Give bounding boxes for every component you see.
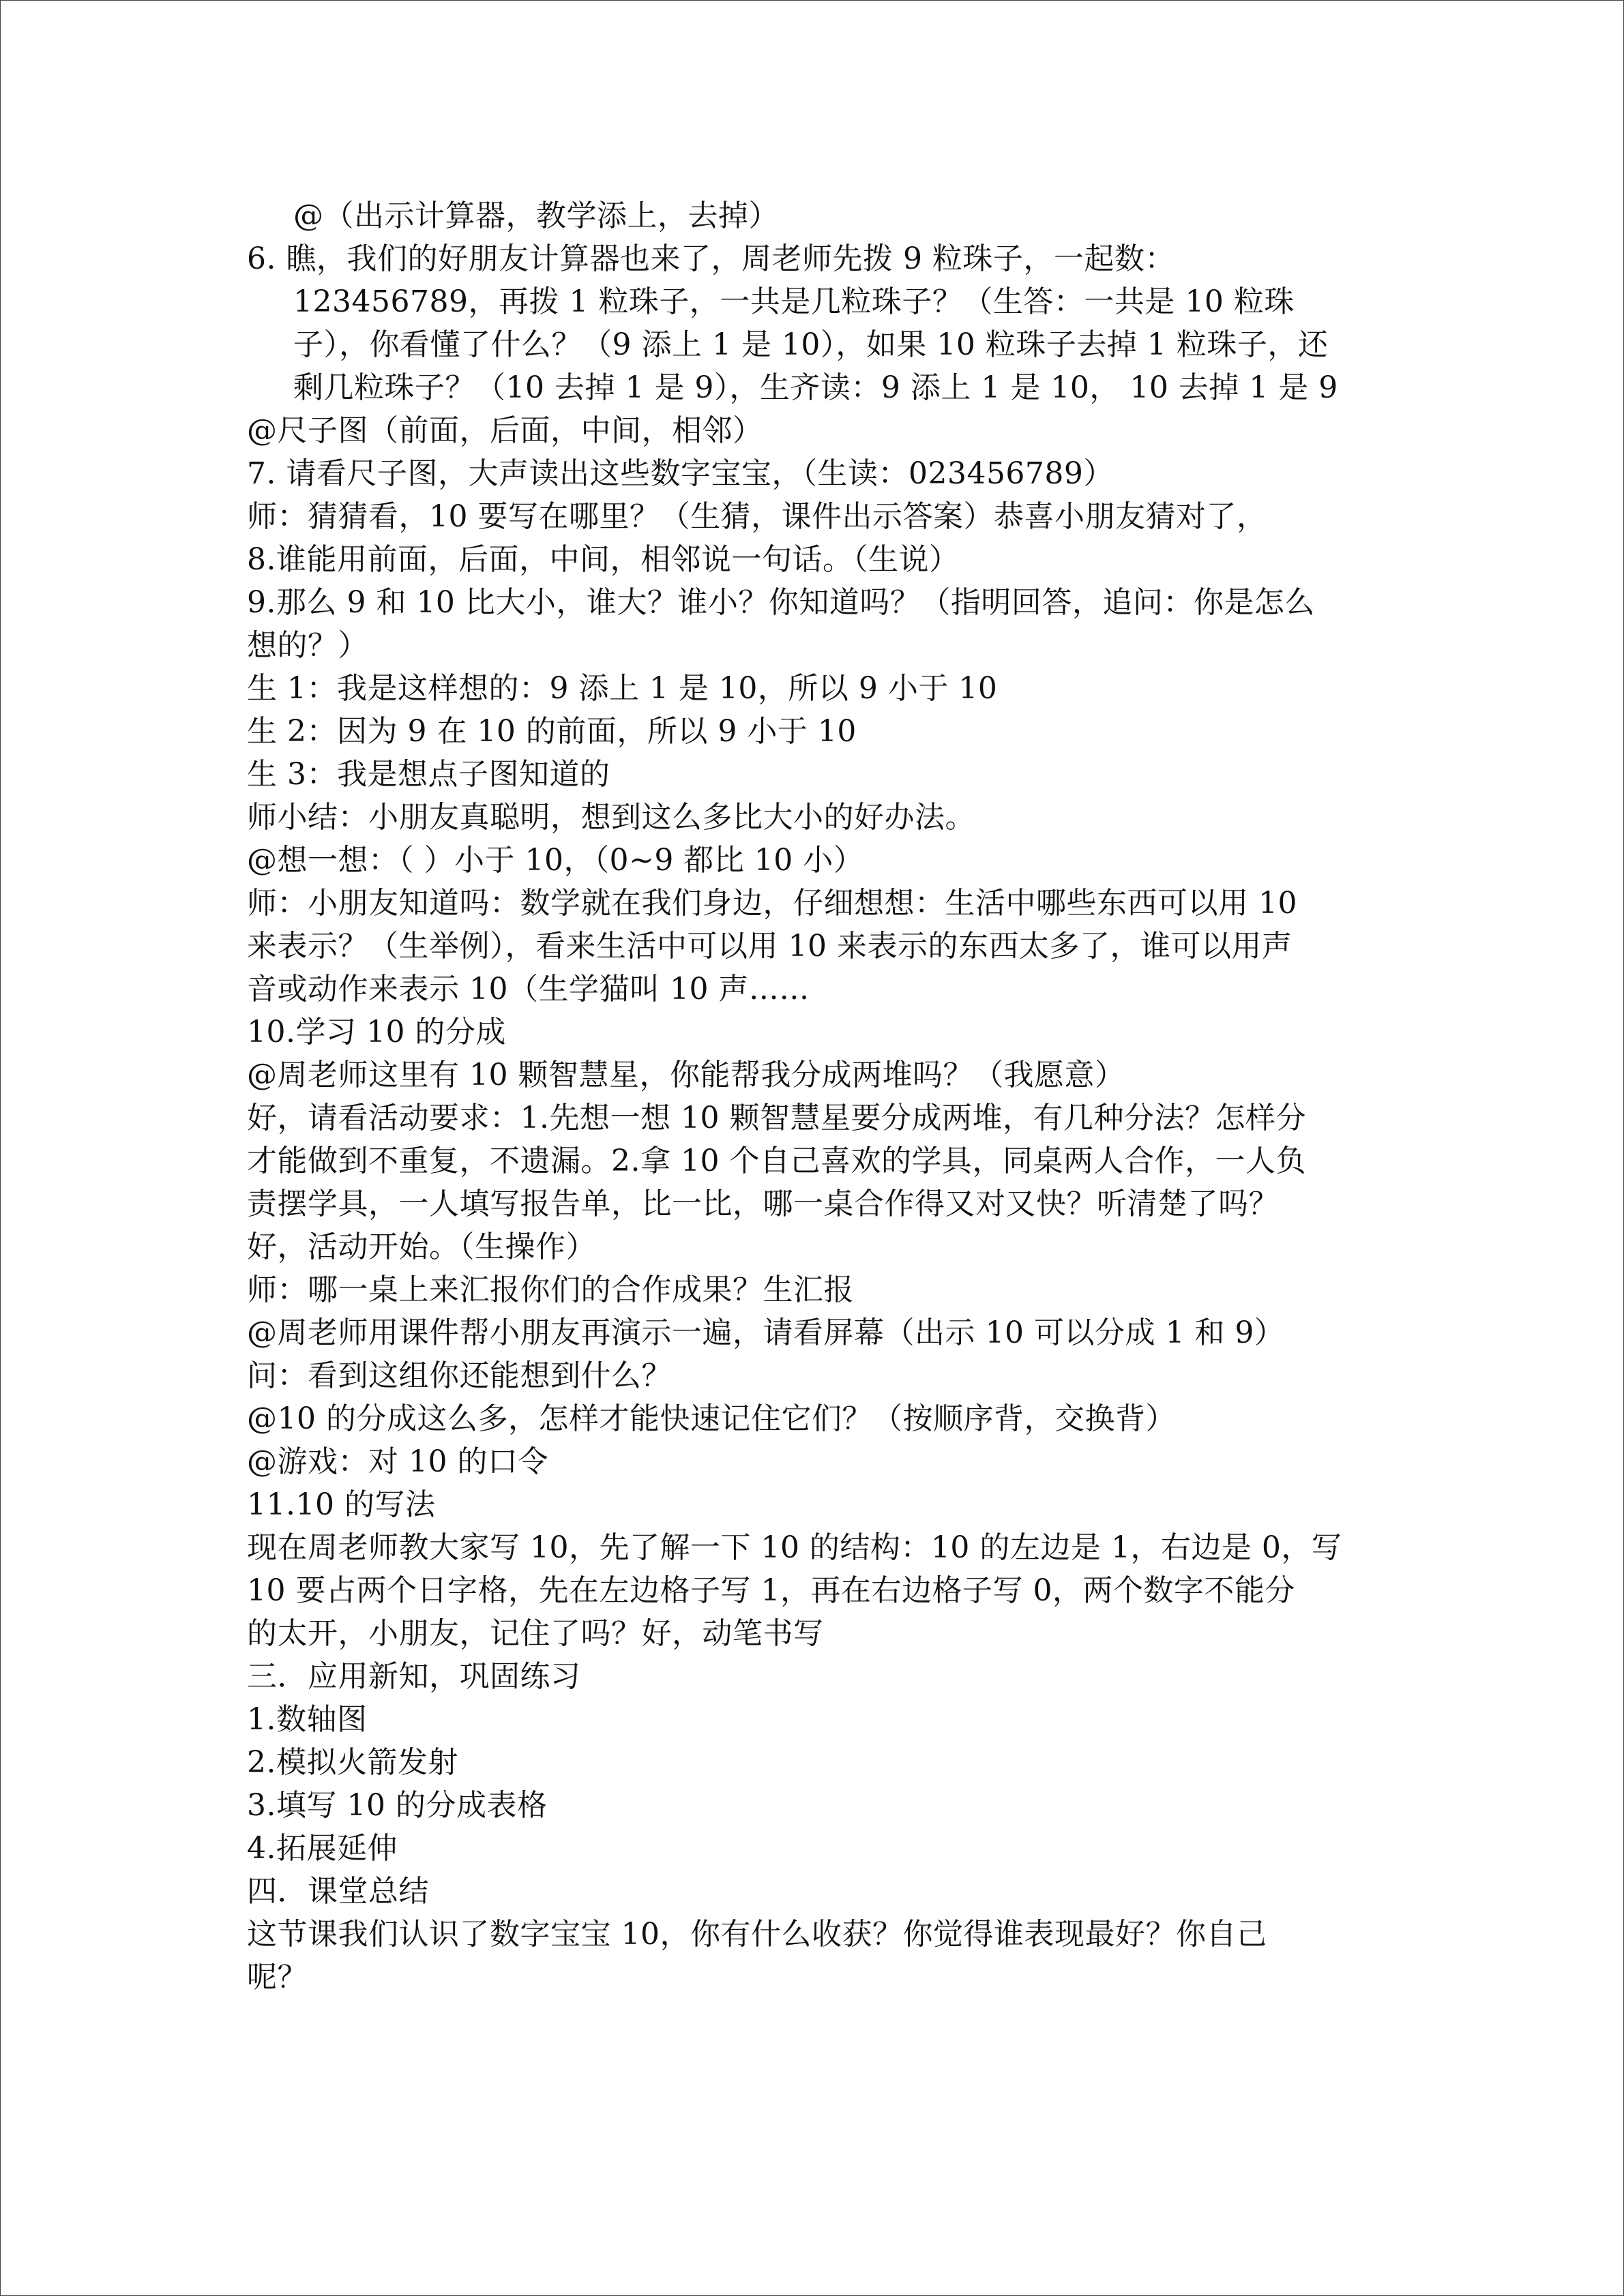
text-line: 4.拓展延伸 [247,1831,398,1866]
text-line: 师：猜猜看，10 要写在哪里？（生猜，课件出示答案）恭喜小朋友猜对了， [247,499,1267,534]
text-line: 3.填写 10 的分成表格 [247,1788,548,1823]
text-line: 责摆学具，一人填写报告单，比一比，哪一桌合作得又对又快？听清楚了吗？ [247,1187,1279,1221]
text-line: 10.学习 10 的分成 [247,1015,506,1049]
text-line: 2.模拟火箭发射 [247,1745,458,1780]
text-line: 6. 瞧，我们的好朋友计算器也来了，周老师先拨 9 粒珠子，一起数： [247,241,1175,276]
text-line: 1.数轴图 [247,1702,368,1737]
text-line: 三．应用新知，巩固练习 [247,1659,581,1694]
document-page [247,194,1379,1999]
text-line: 好，活动开始。（生操作） [247,1229,596,1264]
text-line: 8.谁能用前面，后面，中间，相邻说一句话。（生说） [247,542,960,577]
text-line: @（出示计算器，教学添上，去掉） [293,198,779,233]
text-line: 来表示？（生举例），看来生活中可以用 10 来表示的东西太多了，谁可以用声 [247,929,1293,964]
text-line: 四．课堂总结 [247,1874,429,1909]
text-line: 11.10 的写法 [247,1487,436,1522]
text-line: 才能做到不重复，不遗漏。2.拿 10 个自己喜欢的学具，同桌两人合作，一人负 [247,1144,1306,1178]
text-line: @游戏：对 10 的口令 [247,1444,548,1479]
text-line: 好，请看活动要求：1.先想一想 10 颗智慧星要分成两堆，有几种分法？怎样分 [247,1101,1306,1135]
text-line: @尺子图（前面，后面，中间，相邻） [247,413,763,448]
text-line: 的太开，小朋友，记住了吗？好，动笔书写 [247,1616,824,1651]
text-line: 师：哪一桌上来汇报你们的合作成果？生汇报 [247,1272,854,1307]
text-line: 生 3：我是想点子图知道的 [247,757,610,792]
text-line: 呢？ [247,1960,308,1995]
text-line: 生 1：我是这样想的：9 添上 1 是 10，所以 9 小于 10 [247,671,998,706]
text-line: 9.那么 9 和 10 比大小，谁大？谁小？你知道吗？（指明回答，追问：你是怎么 [247,585,1315,620]
text-line: 10 要占两个日字格，先在左边格子写 1，再在右边格子写 0，两个数字不能分 [247,1573,1295,1608]
text-line: 想的？） [247,628,368,663]
text-line: 师：小朋友知道吗：数学就在我们身边，仔细想想：生活中哪些东西可以用 10 [247,886,1297,921]
text-line: 剩几粒珠子？（10 去掉 1 是 9），生齐读：9 添上 1 是 10， 10 去掉 1 是 9 [293,370,1338,405]
text-line: 生 2：因为 9 在 10 的前面，所以 9 小于 10 [247,714,857,749]
text-line: 这节课我们认识了数字宝宝 10，你有什么收获？你觉得谁表现最好？你自己 [247,1917,1267,1952]
text-line: @周老师这里有 10 颗智慧星，你能帮我分成两堆吗？（我愿意） [247,1058,1125,1092]
text-line: @周老师用课件帮小朋友再演示一遍，请看屏幕（出示 10 可以分成 1 和 9） [247,1315,1285,1350]
text-line: 师小结：小朋友真聪明，想到这么多比大小的好办法。 [247,800,975,835]
text-line: 子），你看懂了什么？（9 添上 1 是 10），如果 10 粒珠子去掉 1 粒珠子，还 [293,327,1329,362]
text-line: 音或动作来表示 10（生学猫叫 10 声…… [247,972,810,1007]
text-line: 7. 请看尺子图，大声读出这些数字宝宝，（生读：023456789） [247,456,1114,491]
text-line: @想一想：（ ）小于 10，（0~9 都比 10 小） [247,843,864,878]
text-line: 现在周老师教大家写 10，先了解一下 10 的结构：10 的左边是 1，右边是 0，写 [247,1530,1342,1565]
text-line: @10 的分成这么多，怎样才能快速记住它们？（按顺序背，交换背） [247,1401,1176,1436]
text-line: 123456789，再拨 1 粒珠子，一共是几粒珠子？（生答：一共是 10 粒珠 [293,284,1295,319]
text-line: 问：看到这组你还能想到什么？ [247,1358,672,1393]
